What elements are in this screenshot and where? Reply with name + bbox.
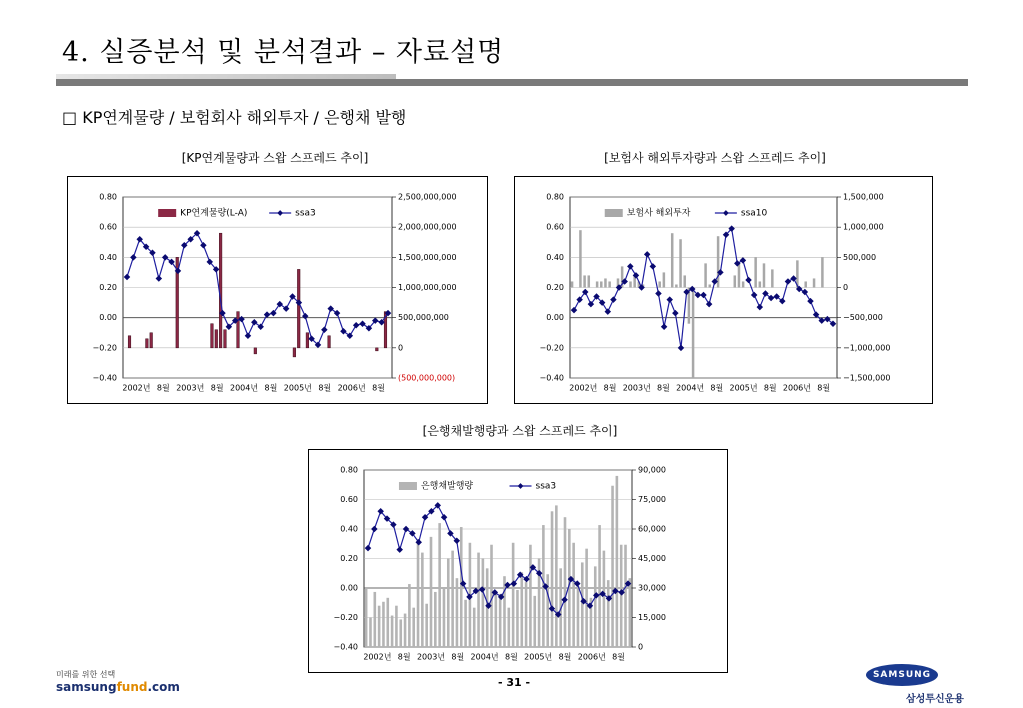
data-bar xyxy=(237,312,240,348)
left-tick-label: 0.80 xyxy=(546,192,564,202)
data-bar xyxy=(473,608,476,647)
chart-3-caption: [은행채발행량과 스왑 스프레드 추이] xyxy=(422,424,618,438)
company-name: 삼성투신운용 xyxy=(906,694,964,705)
right-tick-label: −500,000 xyxy=(843,313,883,323)
data-bar xyxy=(754,257,757,287)
data-bar xyxy=(503,576,506,647)
data-bar xyxy=(577,586,580,647)
data-bar xyxy=(804,281,807,287)
data-bar xyxy=(443,588,446,647)
data-bar xyxy=(430,537,433,647)
legend-line-label: ssa3 xyxy=(535,481,557,492)
left-tick-label: 0.80 xyxy=(340,465,358,475)
page-title: 4. 실증분석 및 분석결과 – 자료설명 xyxy=(62,37,505,68)
x-tick-label: 2002년 xyxy=(569,383,598,393)
right-tick-label: −1,000,000 xyxy=(843,343,891,353)
right-tick-label: 500,000 xyxy=(843,252,877,262)
x-tick-label: 2002년 xyxy=(363,652,392,662)
data-bar xyxy=(529,545,532,647)
data-bar xyxy=(813,278,816,287)
x-tick-label: 8월 xyxy=(504,652,518,662)
footer-site-accent: fund xyxy=(116,680,148,694)
data-bar xyxy=(508,608,511,647)
x-tick-label: 8월 xyxy=(210,383,224,393)
chart-1-caption: [KP연계물량과 스왑 스프레드 추이] xyxy=(181,151,369,165)
chart-2-caption: [보험사 해외투자량과 스왑 스프레드 추이] xyxy=(604,151,826,165)
footer-site-main: samsung xyxy=(56,680,117,694)
data-bar xyxy=(581,562,584,647)
data-bar xyxy=(434,592,437,647)
x-tick-label: 8월 xyxy=(710,383,724,393)
samsung-logo xyxy=(862,664,970,704)
data-bar xyxy=(594,566,597,647)
right-tick-label: 0 xyxy=(638,642,644,652)
right-tick-label: 0 xyxy=(398,343,404,353)
data-bar xyxy=(759,281,762,287)
data-bar xyxy=(579,230,582,287)
data-bar xyxy=(663,272,666,287)
data-bar xyxy=(583,275,586,287)
left-tick-label: −0.20 xyxy=(539,343,564,353)
data-bar xyxy=(297,269,300,347)
right-tick-label: 1,500,000 xyxy=(843,192,884,202)
data-bar xyxy=(447,559,450,648)
data-bar xyxy=(293,348,296,357)
left-tick-label: −0.40 xyxy=(333,642,358,652)
x-tick-label: 8월 xyxy=(558,652,572,662)
x-tick-label: 2005년 xyxy=(283,383,312,393)
right-tick-label: 1,500,000,000 xyxy=(398,252,457,262)
data-bar xyxy=(608,281,611,287)
data-bar xyxy=(254,348,257,354)
data-bar xyxy=(709,284,712,287)
chart-svg xyxy=(68,177,487,403)
legend-bar-swatch xyxy=(605,209,623,217)
data-bar xyxy=(620,545,623,647)
data-bar xyxy=(365,588,368,647)
data-bar xyxy=(520,572,523,647)
data-bar xyxy=(533,596,536,647)
x-tick-label: 2003년 xyxy=(416,652,446,662)
data-bar xyxy=(150,333,153,348)
data-bar xyxy=(658,281,661,287)
x-tick-label: 2005년 xyxy=(729,383,758,393)
data-bar xyxy=(734,275,737,287)
data-bar xyxy=(763,263,766,287)
left-tick-label: −0.40 xyxy=(539,373,564,383)
data-bar xyxy=(692,288,695,379)
left-tick-label: 0.40 xyxy=(546,252,564,262)
data-bar xyxy=(451,551,454,647)
data-bar xyxy=(408,584,411,647)
data-bar xyxy=(771,269,774,287)
legend-line-label: ssa10 xyxy=(740,208,768,219)
data-bar xyxy=(585,549,588,647)
footer-tagline: 미래를 위한 선택 xyxy=(56,670,116,679)
data-bar xyxy=(399,619,402,647)
data-bar xyxy=(624,545,627,647)
footer-site-tail: .com xyxy=(147,680,180,694)
data-bar xyxy=(738,263,741,287)
left-tick-label: −0.40 xyxy=(92,373,117,383)
x-tick-label: 2006년 xyxy=(782,383,811,393)
data-bar xyxy=(821,257,824,287)
x-tick-label: 2002년 xyxy=(122,383,151,393)
data-bar xyxy=(512,543,515,647)
left-tick-label: 0.60 xyxy=(546,222,564,232)
chart-kp-volume-swap-spread xyxy=(67,176,488,404)
data-bar xyxy=(551,511,554,647)
x-tick-label: 8월 xyxy=(397,652,411,662)
data-bar xyxy=(395,606,398,647)
data-bar xyxy=(516,590,519,647)
data-bar xyxy=(629,281,632,287)
x-tick-label: 8월 xyxy=(657,383,670,393)
chart-bank-debenture-swap-spread xyxy=(308,449,728,673)
title-rule xyxy=(56,79,968,86)
left-tick-label: 0.00 xyxy=(546,313,564,323)
data-bar xyxy=(675,284,678,287)
x-tick-label: 8월 xyxy=(603,383,617,393)
x-tick-label: 2004년 xyxy=(230,383,259,393)
data-bar xyxy=(146,339,149,348)
data-bar xyxy=(412,608,415,647)
data-bar xyxy=(611,486,614,647)
data-bar xyxy=(598,525,601,647)
data-bar xyxy=(588,275,591,287)
right-tick-label: 90,000 xyxy=(638,465,666,475)
legend-bar-label: 보험사 해외투자 xyxy=(626,208,691,219)
data-bar xyxy=(374,592,377,647)
data-bar xyxy=(704,263,707,287)
data-bar xyxy=(391,616,394,647)
x-tick-label: 8월 xyxy=(817,383,831,393)
x-tick-label: 2003년 xyxy=(622,383,651,393)
left-tick-label: −0.20 xyxy=(333,613,358,622)
chart-insurer-foreign-investment-swap-spread xyxy=(514,176,933,404)
data-bar xyxy=(571,281,574,287)
right-tick-label: 1,000,000 xyxy=(843,222,884,232)
data-bar xyxy=(438,523,441,647)
left-tick-label: 0.00 xyxy=(99,313,117,323)
right-tick-label: 2,000,000,000 xyxy=(398,222,457,232)
data-bar xyxy=(683,275,686,287)
x-tick-label: 8월 xyxy=(763,383,777,393)
x-tick-label: 2006년 xyxy=(577,652,606,662)
left-tick-label: 0.80 xyxy=(99,192,117,202)
data-bar xyxy=(328,336,331,348)
section-subheading: □ KP연계물량 / 보험회사 해외투자 / 은행채 발행 xyxy=(62,108,407,127)
data-bar xyxy=(572,543,575,647)
data-bar xyxy=(564,517,567,647)
left-tick-label: 0.20 xyxy=(99,283,117,292)
right-tick-label: −1,500,000 xyxy=(843,373,891,383)
chart-svg xyxy=(515,177,932,403)
left-tick-label: 0.00 xyxy=(340,583,358,593)
right-tick-label: 0 xyxy=(843,283,849,292)
data-bar xyxy=(224,330,227,348)
right-tick-label: 30,000 xyxy=(638,583,666,593)
samsung-logo-mark: SAMSUNG xyxy=(866,664,938,686)
data-bar xyxy=(306,333,309,348)
data-bar xyxy=(604,278,607,287)
legend-bar-label: KP연계물량(L-A) xyxy=(180,208,248,219)
data-bar xyxy=(376,348,379,351)
x-tick-label: 2004년 xyxy=(676,383,705,393)
data-bar xyxy=(386,598,389,647)
data-bar xyxy=(128,336,131,348)
data-bar xyxy=(369,618,372,648)
left-tick-label: 0.40 xyxy=(99,252,117,262)
x-tick-label: 2006년 xyxy=(337,383,366,393)
data-bar xyxy=(215,330,218,348)
legend-bar-label: 은행채발행량 xyxy=(420,481,474,492)
left-tick-label: 0.60 xyxy=(99,222,117,232)
x-tick-label: 2004년 xyxy=(470,652,499,662)
right-tick-label: 60,000 xyxy=(638,524,666,534)
data-bar xyxy=(456,578,459,647)
data-bar xyxy=(596,281,599,287)
x-tick-label: 8월 xyxy=(451,652,465,662)
left-tick-label: 0.40 xyxy=(340,524,358,534)
data-bar xyxy=(671,233,674,287)
data-bar xyxy=(404,614,407,647)
right-tick-label: (500,000,000) xyxy=(398,373,456,383)
data-bar xyxy=(607,580,610,647)
left-tick-label: 0.20 xyxy=(340,554,358,563)
data-bar xyxy=(525,582,528,647)
data-bar xyxy=(477,553,480,647)
page-number: - 31 - xyxy=(498,676,531,689)
data-bar xyxy=(490,545,493,647)
legend-bar-swatch xyxy=(399,482,417,490)
data-bar xyxy=(600,281,603,287)
x-tick-label: 8월 xyxy=(372,383,385,393)
data-bar xyxy=(616,476,619,647)
data-bar xyxy=(679,239,682,287)
footer-website-link[interactable] xyxy=(56,680,180,694)
data-bar xyxy=(460,527,463,647)
left-tick-label: 0.20 xyxy=(546,283,564,292)
x-tick-label: 2005년 xyxy=(524,652,553,662)
data-bar xyxy=(742,281,745,287)
data-bar xyxy=(464,600,467,647)
x-tick-label: 8월 xyxy=(612,652,626,662)
x-tick-label: 8월 xyxy=(264,383,278,393)
legend-bar-swatch xyxy=(158,209,176,217)
data-bar xyxy=(382,602,385,647)
data-bar xyxy=(603,551,606,647)
left-tick-label: 0.60 xyxy=(340,495,358,504)
left-tick-label: −0.20 xyxy=(92,343,117,353)
data-bar xyxy=(717,236,720,287)
right-tick-label: 500,000,000 xyxy=(398,313,449,323)
data-bar xyxy=(421,553,424,647)
data-bar xyxy=(425,604,428,647)
right-tick-label: 2,500,000,000 xyxy=(398,192,457,202)
x-tick-label: 2003년 xyxy=(176,383,205,393)
right-tick-label: 15,000 xyxy=(638,613,666,622)
x-tick-label: 8월 xyxy=(318,383,332,393)
right-tick-label: 75,000 xyxy=(638,495,666,504)
data-bar xyxy=(555,505,558,647)
data-bar xyxy=(499,594,502,647)
data-bar xyxy=(378,606,381,647)
right-tick-label: 1,000,000,000 xyxy=(398,283,457,292)
x-tick-label: 8월 xyxy=(156,383,170,393)
right-tick-label: 45,000 xyxy=(638,554,666,563)
chart-svg xyxy=(309,450,727,672)
data-bar xyxy=(629,578,632,647)
data-bar xyxy=(482,559,485,648)
data-bar xyxy=(211,324,214,348)
data-bar xyxy=(495,594,498,647)
legend-line-label: ssa3 xyxy=(295,208,316,219)
data-bar xyxy=(417,539,420,647)
